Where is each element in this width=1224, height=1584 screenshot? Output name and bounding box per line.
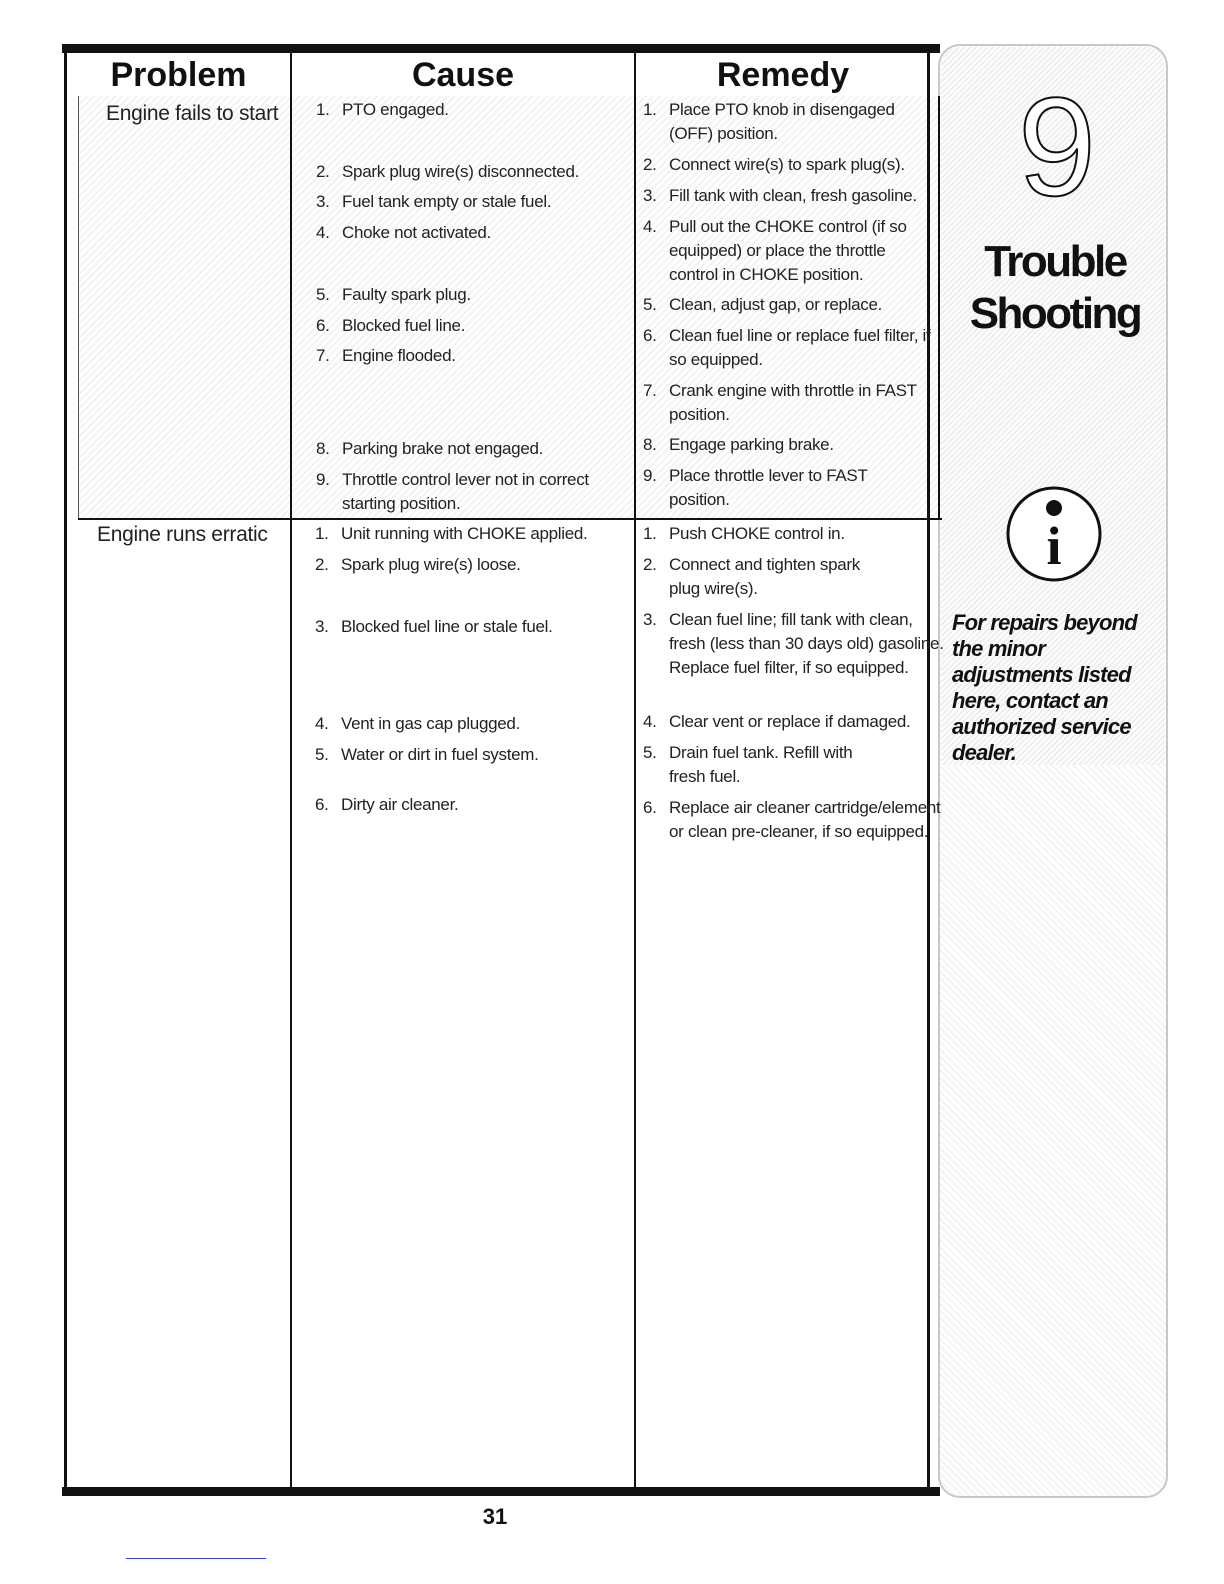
list-item: 2. Connect and tighten spark plug wire(s). (643, 555, 860, 598)
header-cause: Cause (411, 56, 515, 94)
info-icon (1004, 484, 1104, 584)
list-item: 9. Throttle control lever not in correct starting position. (316, 470, 589, 513)
page-number: 31 (482, 1504, 508, 1529)
list-item: 7. Crank engine with throttle in FAST position. (643, 381, 917, 424)
header-remedy: Remedy (716, 56, 850, 94)
list-item: 6. Replace air cleaner cartridge/element or clean pre-cleaner, if so equipped. (643, 798, 941, 841)
list-item: 1. PTO engaged. (316, 100, 449, 119)
bottom-rule (62, 1487, 940, 1496)
list-item: 2. Spark plug wire(s) loose. (315, 555, 521, 574)
footer-line (126, 1558, 266, 1559)
list-item: 5. Drain fuel tank. Refill with fresh fuel. (643, 743, 853, 786)
column-divider (290, 53, 292, 1487)
list-item: 3. Fuel tank empty or stale fuel. (316, 192, 552, 211)
list-item: 3. Fill tank with clean, fresh gasoline. (643, 186, 917, 205)
list-item: 2. Connect wire(s) to spark plug(s). (643, 155, 905, 174)
section-title (950, 236, 1160, 340)
list-item: 6. Clean fuel line or replace fuel filter, if so equipped. (643, 326, 931, 369)
list-item: 5. Faulty spark plug. (316, 285, 471, 304)
list-item: 5. Water or dirt in fuel system. (315, 745, 539, 764)
row-divider (78, 518, 942, 520)
section-title-line2: Shooting (969, 289, 1141, 338)
info-glyph: i (1046, 516, 1062, 576)
list-item: 9. Place throttle lever to FAST position. (643, 466, 868, 509)
list-item: 3. Clean fuel line; fill tank with clean, fresh (less than 30 days old) gasoline. Replace fuel filter, if so equipped. (643, 610, 944, 677)
list-item: 5. Clean, adjust gap, or replace. (643, 295, 883, 314)
list-item: 1. Push CHOKE control in. (643, 524, 845, 543)
problem-label: Engine runs erratic (97, 523, 268, 546)
chapter-number: 9 (1018, 68, 1096, 225)
list-item: 4. Vent in gas cap plugged. (315, 714, 521, 733)
top-rule (62, 44, 940, 53)
list-item: 8. Engage parking brake. (643, 435, 834, 454)
problem-label: Engine fails to start (106, 102, 279, 125)
list-item: 7. Engine flooded. (316, 346, 456, 365)
header-problem: Problem (110, 56, 247, 94)
section-title-line1: Trouble (984, 237, 1126, 286)
service-note: For repairs beyond the minor adjustments listed here, contact an authorized service dealer. (952, 610, 1137, 765)
list-item: 4. Pull out the CHOKE control (if so equipped) or place the throttle control in CHOKE position. (643, 217, 907, 284)
list-item: 2. Spark plug wire(s) disconnected. (316, 162, 580, 181)
list-item: 1. Place PTO knob in disengaged (OFF) position. (643, 100, 895, 143)
list-item: 8. Parking brake not engaged. (316, 439, 544, 458)
list-item: 6. Blocked fuel line. (316, 316, 466, 335)
list-item: 4. Choke not activated. (316, 223, 491, 242)
column-divider (634, 53, 636, 1487)
list-item: 1. Unit running with CHOKE applied. (315, 524, 588, 543)
list-item: 6. Dirty air cleaner. (315, 795, 459, 814)
list-item: 4. Clear vent or replace if damaged. (643, 712, 911, 731)
list-item: 3. Blocked fuel line or stale fuel. (315, 617, 553, 636)
